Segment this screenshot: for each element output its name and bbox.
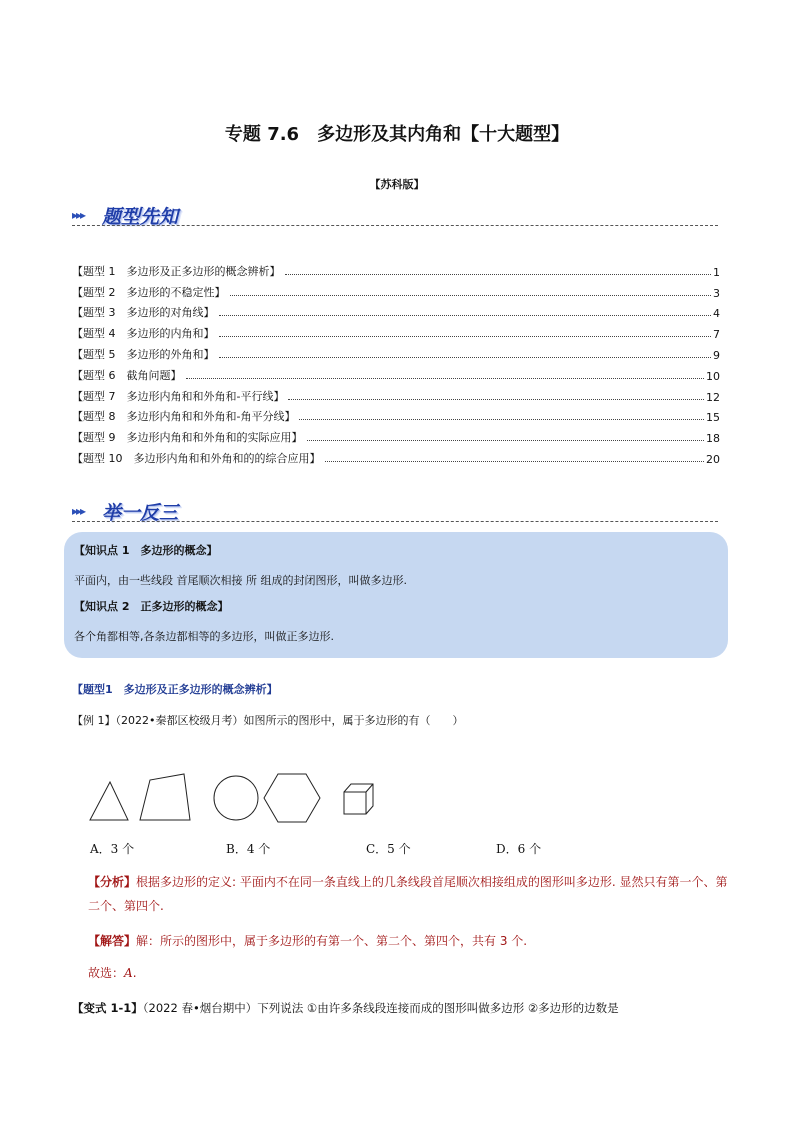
cube-shape — [344, 784, 373, 814]
section-header-practice — [72, 496, 718, 526]
option-b[interactable]: B．4 个 — [226, 842, 271, 856]
toc-item[interactable]: 【题型 10 多边形内角和和外角和的的综合应用】 20 — [72, 451, 720, 466]
analysis-tag: 【分析】 — [88, 875, 137, 889]
circle-shape — [214, 776, 258, 820]
triple-arrow-icon: ▸▸▸ — [72, 208, 85, 222]
option-c[interactable]: C．5 个 — [366, 842, 411, 856]
knowledge-box — [64, 532, 728, 658]
variant-text: （2022 春•烟台期中）下列说法 ①由许多条线段连接而成的图形叫做多边形 ②多边形的边数是 — [142, 1001, 619, 1015]
final-choice: 故选：A. — [88, 966, 137, 980]
option-a[interactable]: A．3 个 — [90, 842, 135, 856]
triple-arrow-icon: ▸▸▸ — [72, 504, 85, 518]
analysis-block — [88, 870, 728, 918]
toc-item[interactable]: 【题型 6 截角问题】 10 — [72, 368, 720, 383]
toc-item[interactable]: 【题型 5 多边形的外角和】 9 — [72, 347, 720, 362]
triangle-shape — [90, 782, 128, 820]
quadrilateral-shape — [140, 774, 190, 820]
option-d[interactable]: D．6 个 — [496, 842, 542, 856]
example-1-question: 【例 1】（2022•秦都区校级月考）如图所示的图形中，属于多边形的有（ ） — [72, 714, 464, 727]
type-1-title: 【题型1 多边形及正多边形的概念辨析】 — [72, 683, 278, 696]
table-of-contents — [72, 258, 720, 466]
knowledge-point-2-title: 【知识点 2 正多边形的概念】 — [74, 600, 229, 613]
toc-item[interactable]: 【题型 2 多边形的不稳定性】 3 — [72, 285, 720, 300]
edition-label: 【苏科版】 — [369, 178, 425, 191]
knowledge-point-1-text: 平面内，由一些线段 首尾顺次相接 所 组成的封闭图形，叫做多边形. — [74, 574, 407, 587]
section-header-preview — [72, 200, 718, 230]
section-title-practice: 举一反三 — [102, 502, 179, 524]
solution-tag: 【解答】 — [88, 934, 137, 948]
choice-letter: A — [124, 966, 133, 980]
hexagon-shape — [264, 774, 320, 822]
variant-tag: 【变式 1-1】 — [72, 1001, 143, 1015]
toc-item[interactable]: 【题型 1 多边形及正多边形的概念辨析】 1 — [72, 264, 720, 279]
knowledge-point-1-title: 【知识点 1 多边形的概念】 — [74, 544, 218, 557]
solution-block — [88, 932, 728, 949]
toc-item[interactable]: 【题型 8 多边形内角和和外角和-角平分线】 15 — [72, 410, 720, 425]
toc-item[interactable]: 【题型 7 多边形内角和和外角和-平行线】 12 — [72, 389, 720, 404]
analysis-text: 根据多边形的定义: 平面内不在同一条直线上的几条线段首尾顺次相接组成的图形叫多边形. 显然只有第一个、第二个、第四个. — [88, 875, 728, 913]
variant-1-1 — [72, 1000, 724, 1016]
knowledge-point-2-text: 各个角都相等,各条边都相等的多边形，叫做正多边形. — [74, 630, 334, 643]
toc-item[interactable]: 【题型 4 多边形的内角和】 7 — [72, 327, 720, 342]
toc-item[interactable]: 【题型 9 多边形内角和和外角和的实际应用】 18 — [72, 431, 720, 446]
dashed-divider — [72, 521, 718, 522]
solution-text: 解：所示的图形中，属于多边形的有第一个、第二个、第四个，共有 3 个. — [136, 934, 528, 948]
page-title: 专题 7.6 多边形及其内角和【十大题型】 — [224, 124, 570, 145]
dashed-divider — [72, 225, 718, 226]
section-title-preview: 题型先知 — [102, 206, 179, 228]
shapes-figure — [80, 770, 400, 830]
toc-item[interactable]: 【题型 3 多边形的对角线】 4 — [72, 306, 720, 321]
